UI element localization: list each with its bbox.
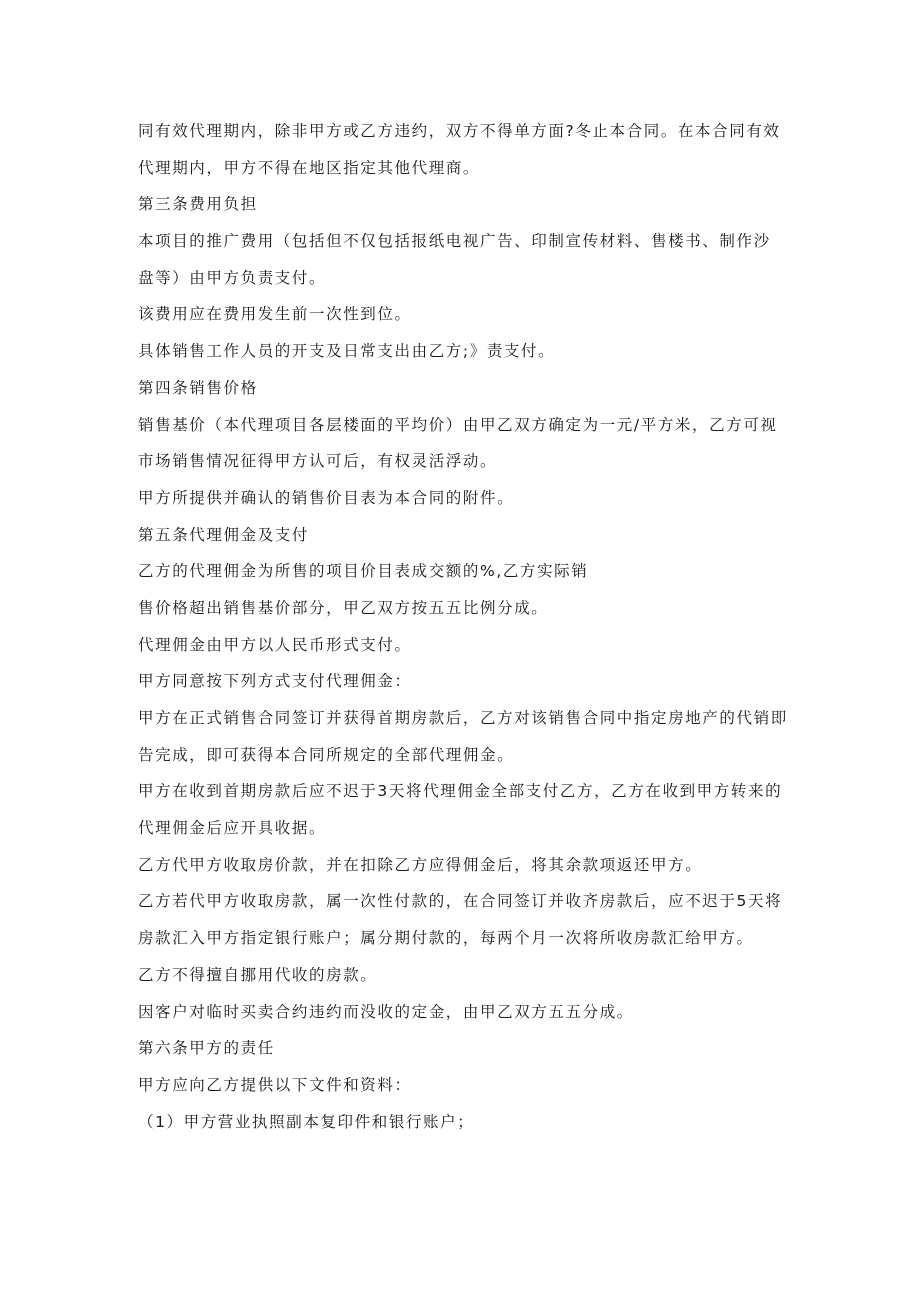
text-line: 本项目的推广费用（包括但不仅包括报纸电视广告、印制宣传材料、售楼书、制作沙: [138, 232, 771, 251]
text-line: 销售基价（本代理项目各层楼面的平均价）由甲乙双方确定为一元/平方米，乙方可视: [138, 415, 778, 434]
section-heading: 第三条费用负担: [138, 195, 258, 214]
text-line: 代理佣金后应开具收据。: [138, 819, 327, 838]
text-line: 甲方在收到首期房款后应不迟于3天将代理佣金全部支付乙方，乙方在收到甲方转来的: [138, 782, 783, 801]
text-line: 因客户对临时买卖合约违约而没收的定金，由甲乙双方五五分成。: [138, 1002, 634, 1021]
text-line: 售价格超出销售基价部分，甲乙双方按五五比例分成。: [138, 598, 549, 617]
text-line: 乙方代甲方收取房价款，并在扣除乙方应得佣金后，将其余款项返还甲方。: [138, 855, 703, 874]
text-line: 告完成，即可获得本合同所规定的全部代理佣金。: [138, 745, 515, 764]
text-line: 具体销售工作人员的开支及日常支出由乙方;》责支付。: [138, 342, 556, 361]
text-line: 代理佣金由甲方以人民币形式支付。: [138, 635, 412, 654]
text-line: 甲方应向乙方提供以下文件和资料：: [138, 1075, 412, 1094]
section-heading: 第六条甲方的责任: [138, 1039, 275, 1058]
text-line: 盘等）由甲方负责支付。: [138, 268, 327, 287]
text-line: 乙方的代理佣金为所售的项目价目表成交额的%,乙方实际销: [138, 562, 589, 581]
text-line: 乙方不得擅自挪用代收的房款。: [138, 965, 378, 984]
text-line: 同有效代理期内，除非甲方或乙方违约，双方不得单方面?冬止本合同。在本合同有效: [138, 122, 781, 140]
list-item: （1）甲方营业执照副本复印件和银行账户；: [138, 1112, 475, 1131]
section-heading: 第五条代理佣金及支付: [138, 525, 310, 544]
document-body: [138, 113, 798, 1140]
text-line: 甲方所提供并确认的销售价目表为本合同的附件。: [138, 488, 515, 507]
text-line: 市场销售情况征得甲方认可后，有权灵活浮动。: [138, 452, 498, 471]
text-line: 该费用应在费用发生前一次性到位。: [138, 305, 412, 324]
text-line: 甲方同意按下列方式支付代理佣金：: [138, 672, 412, 691]
text-line: 房款汇入甲方指定银行账户；属分期付款的，每两个月一次将所收房款汇给甲方。: [138, 929, 754, 948]
section-heading: 第四条销售价格: [138, 378, 258, 397]
text-line: 代理期内，甲方不得在地区指定其他代理商。: [138, 158, 481, 177]
text-line: 乙方若代甲方收取房款，属一次性付款的，在合同签订并收齐房款后，应不迟于5天将: [138, 892, 783, 911]
text-line: 甲方在正式销售合同签订并获得首期房款后，乙方对该销售合同中指定房地产的代销即: [138, 709, 788, 727]
